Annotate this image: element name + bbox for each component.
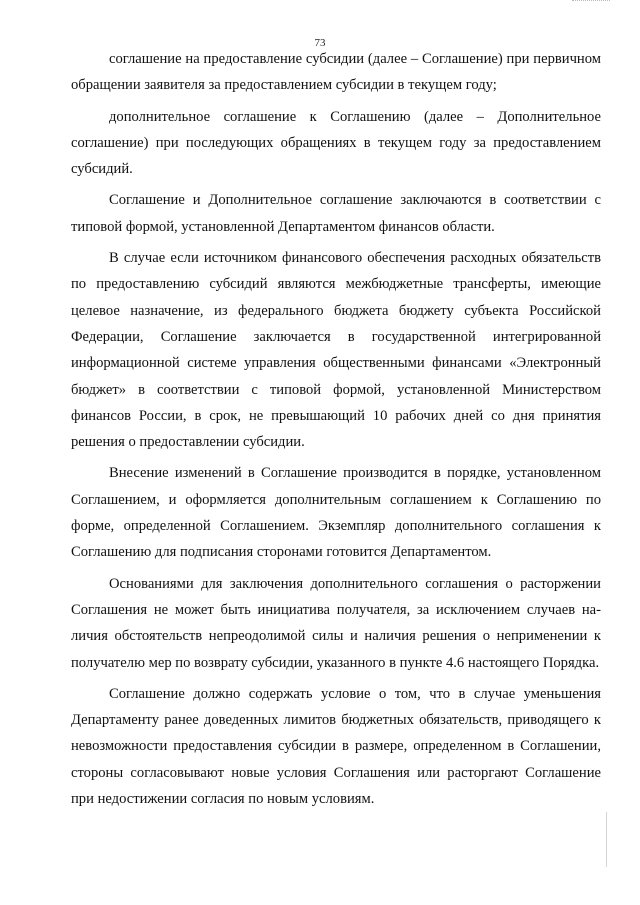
paragraph-agreement-initial: соглашение на предоставление субсидии (далее – Соглашение) при первичном обращении заявителя за предоставлением субсидии в текущем году; — [71, 51, 601, 94]
scan-corner-mark — [572, 0, 610, 4]
paragraph-additional-agreement: дополнительное соглашение к Соглашению (далее – Дополнительное соглашение) при последующих обращениях в текущем году за предоставлением субсидий. — [71, 108, 601, 178]
paragraph-termination-grounds: Основаниями для заключения дополнительного соглашения о расторжении Соглашения не может быть инициатива получателя, за исключением случаев наличия обстоятельств непреодолимой силы и наличия решения о неприменении к получателю мер по возврату субсидии, указанного в пункте 4.6 настоящего Порядка. — [71, 575, 601, 671]
paragraph-amendments: Внесение изменений в Соглашение производится в порядке, установленном Соглашением, и оформляется дополнительным соглашением к Соглашению по форме, определенной Соглашением. Экземпляр дополнительного соглашения к Соглашению для подписания сторонами готовится Департаментом. — [71, 465, 601, 561]
scan-edge-mark — [606, 812, 607, 867]
page-number: 73 — [314, 37, 326, 49]
paragraph-electronic-budget: В случае если источником финансового обеспечения расходных обязательств по предоставлению субсидий являются межбюджетные трансферты, имеющие целевое назначение, из федерального бюджета бюджету субъекта Российской Федерации, Соглашение заключается в государственной интегрированной информационной системе управления общественными финансами «Электронный бюджет» в соответствии с типовой формой, установленной Министерством финансов России, в срок, не превышающий 10 рабочих дней со дня принятия решения о предоставлении субсидии. — [71, 250, 601, 451]
paragraph-standard-form: Соглашение и Дополнительное соглашение заключаются в соответствии с типовой формой, установленной Департаментом финансов области. — [71, 192, 601, 235]
document-body — [71, 46, 601, 812]
paragraph-limits-reduction: Соглашение должно содержать условие о том, что в случае уменьшения Департаменту ранее доведенных лимитов бюджетных обязательств, приводящего к невозможности предоставления субсидии в размере, определенном в Соглашении, стороны согласовывают новые условия Соглашения или расторгают Соглашение при недостижении согласия по новым условиям. — [71, 685, 601, 808]
